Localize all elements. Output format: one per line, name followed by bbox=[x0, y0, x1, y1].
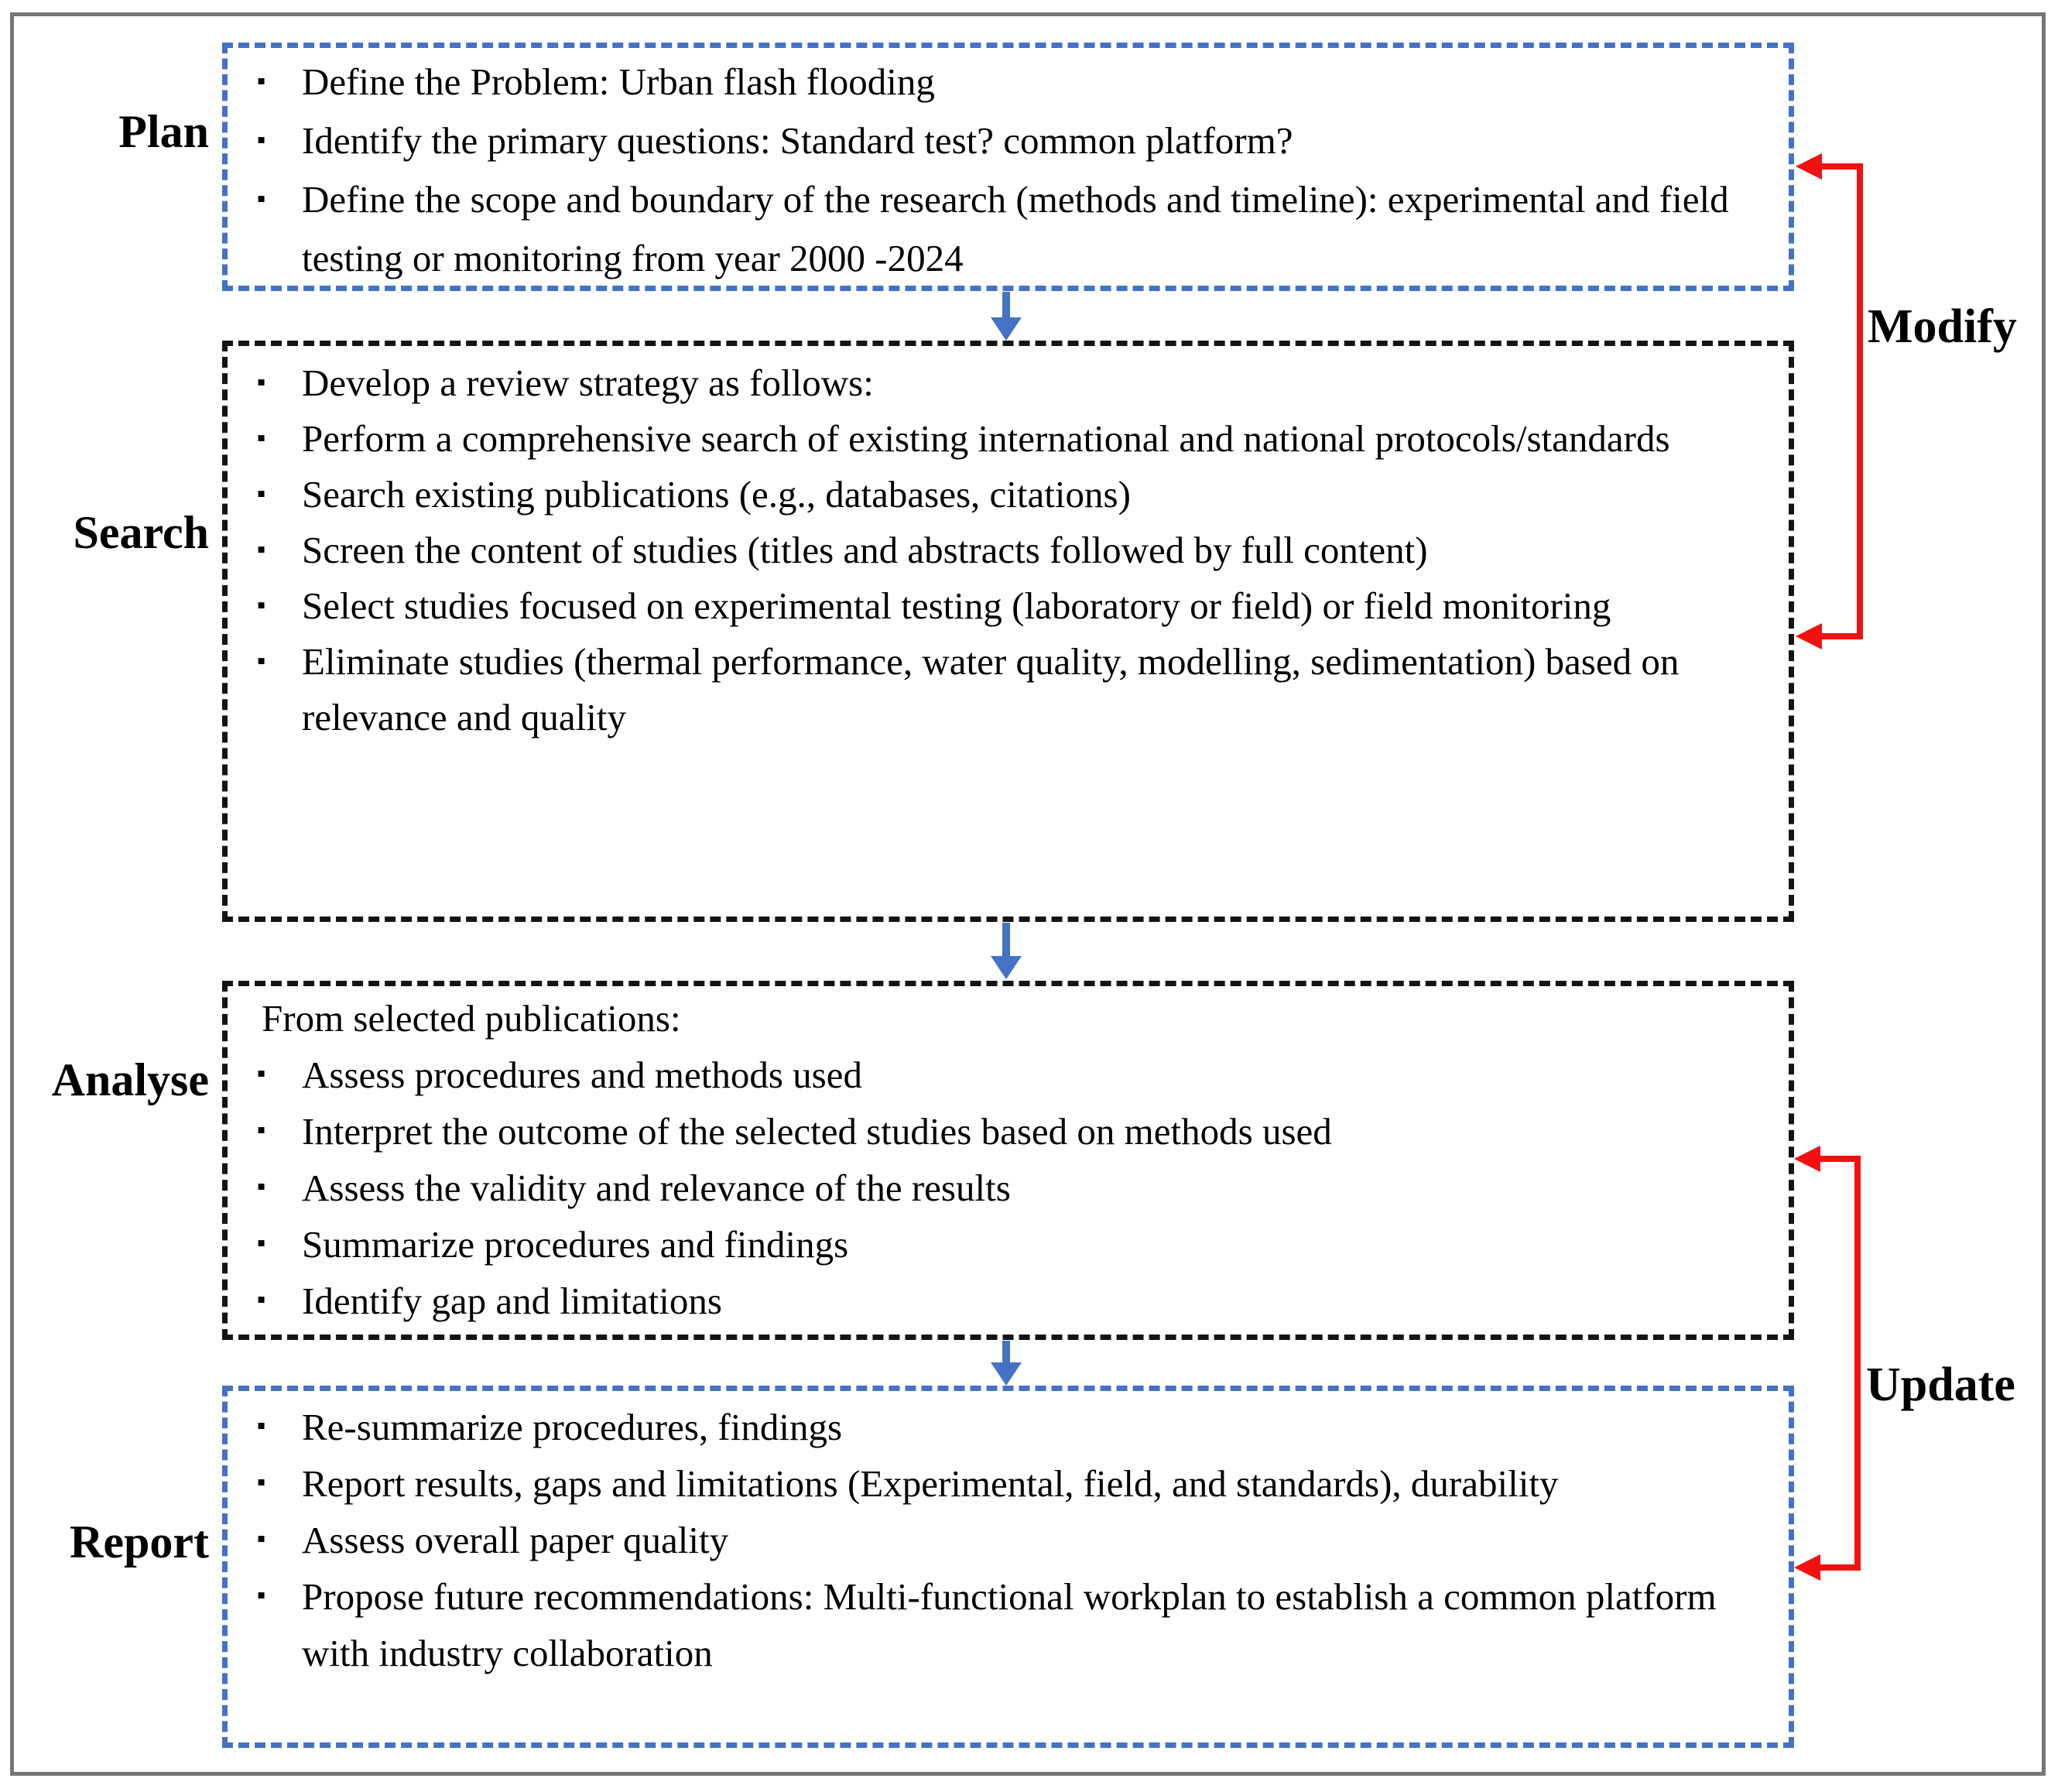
report-bullet-list bbox=[228, 1399, 1789, 1681]
bullet-item bbox=[228, 53, 1789, 111]
bullet-text: Define the scope and boundary of the research (methods and timeline): experimental and field testing or monitoring from year 2000 -2024 bbox=[302, 178, 1729, 279]
bullet-text: Develop a review strategy as follows: bbox=[302, 361, 874, 404]
modify-label: Modify bbox=[1868, 300, 2017, 353]
bullet-item bbox=[228, 1216, 1789, 1273]
bullet-item bbox=[228, 523, 1789, 578]
bullet-square-icon: ▪ bbox=[257, 1115, 266, 1143]
bullet-text: Summarize procedures and findings bbox=[302, 1223, 849, 1266]
analyse-to-report-arrowhead-icon bbox=[991, 1362, 1022, 1386]
bullet-text: Propose future recommendations: Multi-functional workplan to establish a common platform with industry collaboration bbox=[302, 1575, 1717, 1674]
bullet-text: Perform a comprehensive search of existing international and national protocols/standards bbox=[302, 417, 1670, 460]
bullet-item bbox=[228, 1512, 1789, 1568]
bullet-item bbox=[228, 111, 1789, 170]
plan-bullet-list bbox=[228, 53, 1789, 288]
bullet-item bbox=[228, 355, 1789, 411]
bullet-square-icon: ▪ bbox=[257, 479, 266, 507]
update-arrowhead-bottom-icon bbox=[1794, 1554, 1820, 1581]
bullet-square-icon: ▪ bbox=[257, 1411, 266, 1439]
plan-to-search-arrowhead-icon bbox=[991, 317, 1022, 341]
bullet-item bbox=[228, 411, 1789, 467]
bullet-square-icon: ▪ bbox=[257, 125, 266, 153]
bullet-text: Assess procedures and methods used bbox=[302, 1054, 862, 1096]
modify-arrowhead-top-icon bbox=[1796, 153, 1822, 180]
bullet-text: Assess overall paper quality bbox=[302, 1519, 729, 1561]
bullet-square-icon: ▪ bbox=[257, 591, 266, 618]
bullet-item bbox=[228, 170, 1789, 288]
bullet-text: Identify gap and limitations bbox=[302, 1280, 722, 1322]
search-box bbox=[222, 341, 1794, 922]
bullet-item bbox=[228, 1455, 1789, 1512]
bullet-square-icon: ▪ bbox=[257, 646, 266, 674]
bullet-square-icon: ▪ bbox=[257, 1581, 266, 1609]
plan-to-search-arrow-line bbox=[1002, 292, 1010, 320]
report-box bbox=[222, 1386, 1794, 1748]
analyse-bullet-list bbox=[228, 1047, 1789, 1329]
update-arrowhead-top-icon bbox=[1794, 1146, 1820, 1172]
bullet-text: Eliminate studies (thermal performance, water quality, modelling, sedimentation) based on relevance and quality bbox=[302, 640, 1680, 738]
bullet-item bbox=[228, 1047, 1789, 1103]
stage-label-plan: Plan bbox=[118, 106, 209, 157]
bullet-square-icon: ▪ bbox=[257, 535, 266, 563]
bullet-item bbox=[228, 1273, 1789, 1329]
search-bullet-list bbox=[228, 355, 1789, 745]
bullet-text: Search existing publications (e.g., databases, citations) bbox=[302, 473, 1131, 516]
bullet-square-icon: ▪ bbox=[257, 1285, 266, 1313]
bullet-square-icon: ▪ bbox=[257, 1524, 266, 1552]
bullet-square-icon: ▪ bbox=[257, 368, 266, 396]
bullet-square-icon: ▪ bbox=[257, 184, 266, 212]
bullet-text: Define the Problem: Urban flash flooding bbox=[302, 60, 935, 103]
bullet-item bbox=[228, 634, 1789, 745]
analyse-box bbox=[222, 981, 1794, 1340]
bullet-square-icon: ▪ bbox=[257, 1468, 266, 1496]
analyse-intro-text: From selected publications: bbox=[262, 997, 681, 1040]
bullet-item bbox=[228, 1160, 1789, 1216]
analyse-to-report-arrow-line bbox=[1002, 1341, 1010, 1364]
bullet-item bbox=[228, 1399, 1789, 1455]
bullet-square-icon: ▪ bbox=[257, 1059, 266, 1087]
stage-label-analyse: Analyse bbox=[51, 1054, 209, 1105]
bullet-text: Identify the primary questions: Standard test? common platform? bbox=[302, 119, 1293, 162]
bullet-text: Screen the content of studies (titles and abstracts followed by full content) bbox=[302, 529, 1428, 571]
bullet-square-icon: ▪ bbox=[257, 67, 266, 94]
bullet-square-icon: ▪ bbox=[257, 1172, 266, 1200]
bullet-square-icon: ▪ bbox=[257, 1228, 266, 1256]
bullet-item bbox=[228, 1103, 1789, 1160]
bullet-text: Assess the validity and relevance of the results bbox=[302, 1167, 1011, 1209]
update-arrow-bottom-line bbox=[1819, 1564, 1861, 1571]
modify-arrow-vertical-line bbox=[1857, 163, 1863, 639]
bullet-text: Interpret the outcome of the selected studies based on methods used bbox=[302, 1110, 1332, 1153]
stage-label-report: Report bbox=[70, 1516, 209, 1568]
modify-arrowhead-bottom-icon bbox=[1796, 623, 1822, 649]
search-to-analyse-arrowhead-icon bbox=[991, 956, 1022, 979]
update-arrow-vertical-line bbox=[1854, 1156, 1861, 1571]
bullet-item bbox=[228, 467, 1789, 523]
bullet-square-icon: ▪ bbox=[257, 423, 266, 451]
bullet-item bbox=[228, 578, 1789, 634]
bullet-text: Select studies focused on experimental testing (laboratory or field) or field monitoring bbox=[302, 584, 1611, 627]
update-label: Update bbox=[1866, 1359, 2015, 1411]
bullet-item bbox=[228, 1568, 1789, 1681]
plan-box bbox=[222, 43, 1794, 291]
search-to-analyse-arrow-line bbox=[1002, 923, 1010, 958]
bullet-text: Report results, gaps and limitations (Experimental, field, and standards), durability bbox=[302, 1462, 1559, 1505]
modify-arrow-bottom-line bbox=[1820, 633, 1863, 639]
bullet-text: Re-summarize procedures, findings bbox=[302, 1406, 843, 1448]
stage-label-search: Search bbox=[73, 507, 209, 558]
